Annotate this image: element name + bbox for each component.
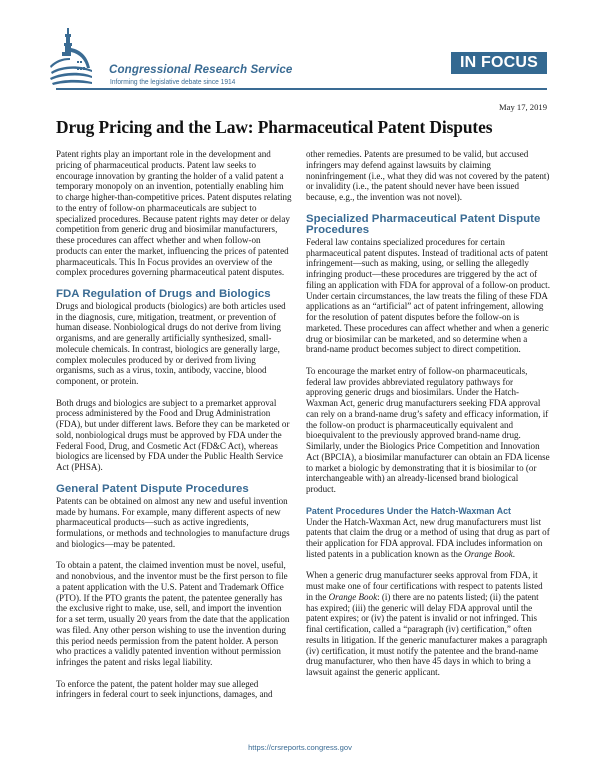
continuation-paragraph: other remedies. Patents are presumed to be valid, but accused infringers may defend against lawsuits by claiming noninfringement (i.e., what they did was not covered by the patent) or invalidity (i.e., the patent should never have been issued because, e.g., the invention was not novel). <box>306 149 550 202</box>
general-patent-paragraph-2: To obtain a patent, the claimed invention must be novel, useful, and nonobvious, and the inventor must be the first person to file a patent application with the U.S. Patent and Trademark Office (PTO). If the PTO grants the patent, the patentee generally has the exclusive right to make, use, sell, and import the invention for a set term, usually 20 years from the date that the application was filed. Any other person wishing to use the invention during this period needs permission from the patent holder. A person who practices a validly patented invention without permission infringes the patent and risks legal liability. <box>56 560 290 668</box>
hatch-waxman-paragraph-1 <box>306 517 550 560</box>
general-patent-paragraph-1: Patents can be obtained on almost any new and useful invention made by humans. For example, many different aspects of new pharmaceutical products—such as active ingredients, formulations, or methods and technologies to manufacture drugs and biologics—may be patented. <box>56 495 290 549</box>
left-column <box>56 149 292 700</box>
section-heading-general-patent: General Patent Dispute Procedures <box>56 482 249 495</box>
intro-paragraph: Patent rights play an important role in the development and pricing of pharmaceutical products. Patent law seeks to encourage innovation by granting the holder of a valid patent a temporary monopoly on an invention, potentially enabling him to charge higher-than-competitive prices. Patent disputes relating to the entry of follow-on pharmaceuticals are subject to specialized procedures. Because patent rights may deter or delay competition from generic drug and biosimilar manufacturers, these procedures can affect whether and when follow-on products can enter the market, influencing the prices of patented pharmaceuticals. This In Focus provides an overview of the complex procedures governing pharmaceutical patent disputes. <box>56 149 292 278</box>
orange-book-italic: Orange Book <box>464 548 513 559</box>
text-run: Under the Hatch-Waxman Act, new drug manufacturers must list patents that claim the drug or a method of using that drug as part of their application for FDA approval. FDA includes information on listed patents in a publication known as the <box>306 516 550 559</box>
section-heading-specialized-procedures: Specialized Pharmaceutical Patent Dispute Procedures <box>306 212 541 236</box>
in-focus-badge: IN FOCUS <box>451 52 547 74</box>
fda-paragraph-1: Drugs and biological products (biologics) are both articles used in the diagnosis, cure, mitigation, treatment, or prevention of human disease. Nonbiological drugs do not derive from living organisms, and are generally artificially synthesized, small-molecule chemicals. In contrast, biologics are generally large, complex molecules produced by or derived from living organisms, such as a virus, toxin, antibody, vaccine, blood component, or protein. <box>56 300 286 387</box>
org-tagline: Informing the legislative debate since 1914 <box>110 77 236 86</box>
text-run: : (i) there are no patents listed; (ii) the patent has expired; (iii) the generic will delay FDA approval until the patent expires; or (iv) the patent is invalid or not infringed. This final certification, called a “paragraph (iv) certification,” often results in litigation. If the generic manufacturer makes a paragraph (iv) certification, it must notify the patentee and the brand-name drug manufacturer, who then have 45 days in which to bring a lawsuit against the generic applicant. <box>306 591 548 678</box>
subsection-heading-hatch-waxman: Patent Procedures Under the Hatch-Waxman Act <box>306 505 511 516</box>
orange-book-italic: Orange Book <box>328 591 378 602</box>
section-heading-fda-regulation: FDA Regulation of Drugs and Biologics <box>56 287 271 300</box>
specialized-paragraph-2: To encourage the market entry of follow-on pharmaceuticals, federal law provides abbreviated regulatory pathways for approving generic drugs and biosimilars. Under the Hatch-Waxman Act, generic drug manufacturers seeking FDA approval can rely on a brand-name drug’s safety and efficacy information, if the follow-on product is pharmaceutically equivalent and bioequivalent to the previously approved brand-name drug. Similarly, under the Biologics Price Competition and Innovation Act (BPCIA), a biosimilar manufacturer can obtain an FDA license to market a biologic by demonstrating that it is biosimilar to (or interchangeable with) an already-licensed brand biological product. <box>306 365 550 495</box>
hatch-waxman-paragraph-2 <box>306 570 550 678</box>
fda-paragraph-2: Both drugs and biologics are subject to a premarket approval process administered by the Food and Drug Administration (FDA), but under different laws. Before they can be marketed or sold, nonbiological drugs must be approved by FDA under the Federal Food, Drug, and Cosmetic Act (FD&C Act), whereas biologics are licensed by FDA under the Public Health Service Act (PHSA). <box>56 397 290 473</box>
specialized-paragraph-1: Federal law contains specialized procedures for certain pharmaceutical patent disputes. Instead of traditional acts of patent infringement—such as making, using, or selling the allegedly infringing product—these procedures are triggered by the act of filing an application with FDA for approval of a follow-on product. Under certain circumstances, the law treats the filing of these FDA applications as an “artificial” act of patent infringement, allowing for the resolution of patent disputes before the follow-on is marketed. These procedures can affect whether and when a generic drug or biosimilar can be marketed, and so determine when a brand-name product becomes subject to direct competition. <box>306 236 550 355</box>
right-column <box>306 149 550 678</box>
footer-link[interactable]: https://crsreports.congress.gov <box>248 743 352 752</box>
document-title: Drug Pricing and the Law: Pharmaceutical Patent Disputes <box>56 117 493 137</box>
org-name: Congressional Research Service <box>109 63 293 76</box>
general-patent-paragraph-3: To enforce the patent, the patent holder may sue alleged infringers in federal court to seek injunctions, damages, and <box>56 678 273 700</box>
header-divider <box>56 88 547 90</box>
document-header <box>0 0 600 90</box>
capitol-dome-icon <box>48 26 98 86</box>
text-run: . <box>512 548 516 559</box>
publication-date: May 17, 2019 <box>499 102 547 112</box>
text-run: When a generic drug manufacturer seeks approval from FDA, it must make one of four certifications with respect to patents listed in the <box>306 570 543 602</box>
